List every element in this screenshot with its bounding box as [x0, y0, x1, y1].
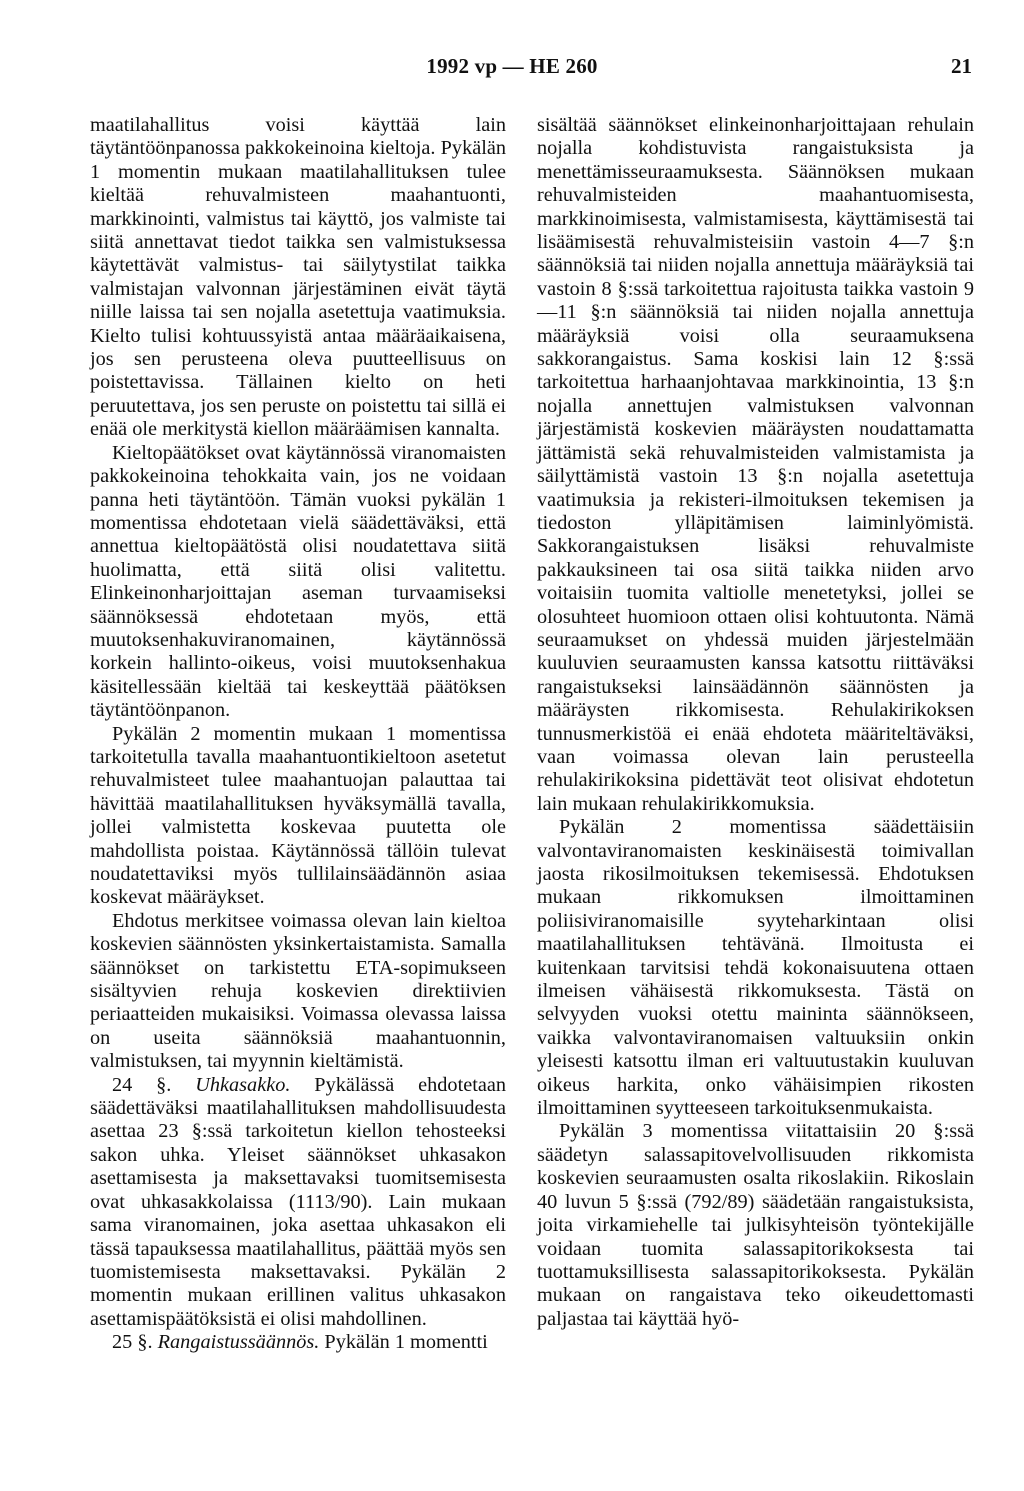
section-title: Uhkasakko. [195, 1073, 291, 1096]
section-25-paragraph [90, 1331, 506, 1354]
paragraph: Pykälän 2 momentissa säädettäisiin valvontaviranomaisten keskinäisestä toimivallan jaosta rikosilmoituksen tekemisessä. Ehdotuksen mukaan rikkomuksen ilmoittaminen poliisiviranomaisille syyteharkintaan olisi maatilahallituksen tehtävänä. Ilmoitusta ei kuitenkaan tarvitsisi tehdä kokonaisuutena ottaen ilmeisen vähäisestä rikkomuksesta. Tästä on selvyyden vuoksi otettu maininta säännökseen, vaikka valvontaviranomaisen valtuuksiin onkin yleisesti katsottu ilman eri valtuutustakin kuuluvan oikeus harkita, onko vähäisimpien rikosten ilmoittaminen syytteeseen tarkoituksenmukaista. [537, 816, 974, 1120]
paragraph: Ehdotus merkitsee voimassa olevan lain kieltoa koskevien säännösten yksinkertaistamista. Samalla säännökset on tarkistettu ETA-sopimukseen sisältyvien rehuja koskevien direktiivien periaatteiden mukaisiksi. Voimassa olevassa laissa on useita säännöksiä maahantuonnin, valmistuksen, tai myynnin kieltämistä. [90, 909, 506, 1073]
section-text: Pykälässä ehdotetaan säädettäväksi maatilahallituksen mahdollisuudesta asettaa 23 §:ssä tarkoitetun kiellon tehosteeksi sakon uhka. Yleiset säännökset uhkasakon asettamisesta ja maksettavaksi tuomitsemisesta ovat uhkasakkolaissa (1113/90). Lain mukaan sama viranomainen, joka asettaa uhkasakon eli tässä tapauksessa maatilahallitus, päättää myös sen tuomistemisesta maksettavaksi. Pykälän 2 momentin mukaan erillinen valitus uhkasakon asettamispäätöksistä ei olisi mahdollinen. [90, 1073, 506, 1330]
right-column [537, 114, 974, 1331]
section-24-paragraph [90, 1074, 506, 1331]
paragraph: Kieltopäätökset ovat käytännössä viranomaisten pakkokeinoina tehokkaita vain, jos ne voidaan panna heti täytäntöön. Tämän vuoksi pykälän 1 momentissa ehdotetaan vielä säädettäväksi, että annettua kieltopäätöstä olisi noudatettava siitä huolimatta, että siitä olisi valitettu. Elinkeinonharjoittajan aseman turvaamiseksi säännöksessä ehdotetaan myös, että muutoksenhakuviranomainen, käytännössä korkein hallinto-oikeus, voisi muutoksenhakua käsitellessään kieltää tai keskeyttää päätöksen täytäntöönpanon. [90, 441, 506, 722]
section-number: 24 §. [112, 1073, 196, 1096]
section-number: 25 §. [112, 1331, 158, 1354]
paragraph: Pykälän 2 momentin mukaan 1 momentissa tarkoitetulla tavalla maahantuontikieltoon asetetut rehuvalmisteet tulee maahantuojan palauttaa tai hävittää maatilahallituksen hyväksymällä tavalla, jollei valmistetta koskevaa puutetta ole mahdollista poistaa. Käytännössä tällöin tulevat noudatettaviksi myös tullilainsäädännön asiaa koskevat määräykset. [90, 722, 506, 909]
page-number: 21 [951, 54, 972, 78]
left-column [90, 114, 506, 1355]
paragraph: sisältää säännökset elinkeinonharjoittajaan rehulain nojalla kohdistuvista rangaistuksista ja menettämisseuraamuksesta. Säännöksen mukaan rehuvalmisteiden maahantuomisesta, markkinoimisesta, valmistamisesta, käyttämisestä tai lisäämisestä rehuvalmisteisiin vastoin 4—7 §:n säännöksiä tai niiden nojalla annettuja määräyksiä tai vastoin 8 §:ssä tarkoitettua rajoitusta taikka vastoin 9—11 §:n säännöksiä tai niiden nojalla annettuja määräyksiä voisi olla seuraamuksena sakkorangaistus. Sama koskisi lain 12 §:ssä tarkoitettua harhaanjohtavaa markkinointia, 13 §:n nojalla annettujen valmistuksen valvonnan järjestämistä koskevien määräysten noudattamatta jättämistä sekä rehuvalmisteiden valmistamista ja säilyttämistä vastoin 13 §:n nojalla asetettuja vaatimuksia ja rekisteri-ilmoituksen tekemisen ja tiedoston ylläpitämisen laiminlyömistä. Sakkorangaistuksen lisäksi rehuvalmiste pakkauksineen tai osa siitä taikka niiden arvo voitaisiin tuomita valtiolle menetetyksi, jollei se olosuhteet huomioon ottaen olisi kohtuutonta. Nämä seuraamukset on yhdessä muiden järjestelmään kuuluvien seuraamusten kanssa katsottu riittäväksi rangaistukseksi lainsäädännön säännösten ja määräysten rikkomisesta. Rehulakirikoksen tunnusmerkistöä ei enää ehdoteta määriteltäväksi, vaan voimassa olevan lain perusteella rehulakirikoksina pidettävät teot olisivat ehdotetun lain mukaan rehulakirikkomuksia. [537, 114, 974, 815]
section-title: Rangaistussäännös. [157, 1331, 320, 1354]
paragraph: Pykälän 3 momentissa viitattaisiin 20 §:ssä säädetyn salassapitovelvollisuuden rikkomista koskevien seuraamusten osalta rikoslakiin. Rikoslain 40 luvun 5 §:ssä (792/89) säädetään rangaistuksista, joita virkamiehelle tai julkisyhteisön työntekijälle voidaan tuomita salassapitorikoksesta tai tuottamuksillisesta salassapitorikoksesta. Pykälän mukaan on rangaistava teko oikeudettomasti paljastaa tai käyttää hyö- [537, 1120, 974, 1330]
page-header [0, 54, 1024, 94]
document-reference: 1992 vp — HE 260 [426, 54, 598, 78]
section-text: Pykälän 1 momentti [319, 1331, 488, 1354]
paragraph: maatilahallitus voisi käyttää lain täytäntöönpanossa pakkokeinoina kieltoja. Pykälän 1 momentin mukaan maatilahallituksen tulee kieltää rehuvalmisteen maahantuonti, markkinointi, valmistus tai käyttö, jos valmiste tai siitä annettavat tiedot taikka sen valmistuksessa käytettävät valmistus- tai säilytystilat taikka valmistajan valvonnan järjestäminen eivät täytä niille laissa tai sen nojalla asetettuja vaatimuksia. Kielto tulisi kohtuussyistä antaa määräaikaisena, jos sen perusteena oleva puutteellisuus on poistettavissa. Tällainen kielto on heti peruutettava, jos sen peruste on poistettu tai sillä ei enää ole merkitystä kiellon määräämisen kannalta. [90, 114, 506, 441]
